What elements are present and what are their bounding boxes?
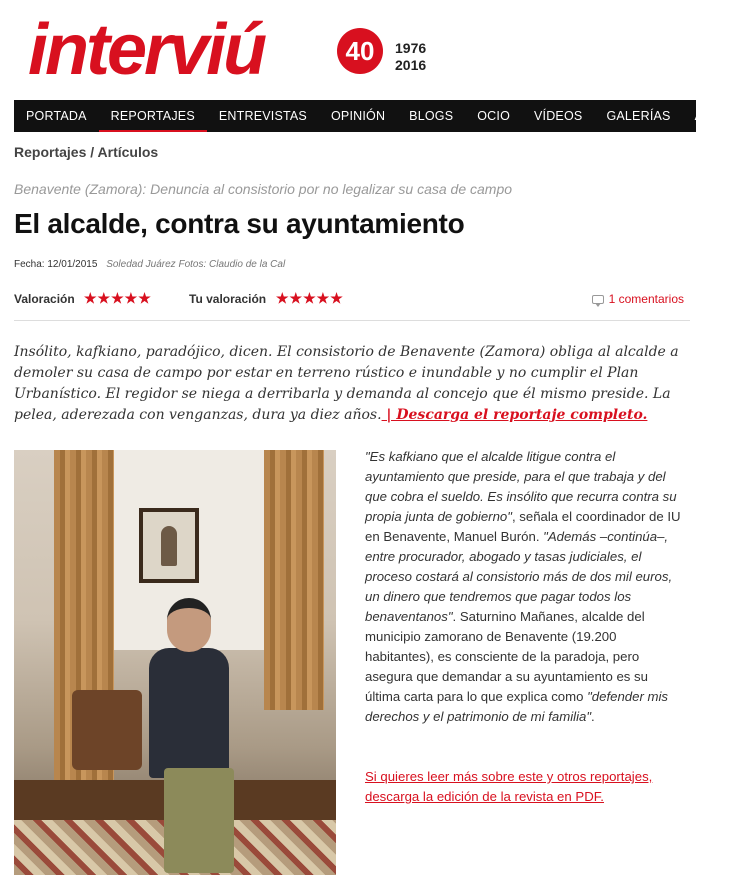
user-rating-label: Tu valoración	[189, 292, 267, 306]
body-text-3: .	[591, 709, 595, 724]
breadcrumb[interactable]: Reportajes / Artículos	[14, 144, 159, 160]
photo-man-head	[167, 598, 211, 652]
lead-text: Insólito, kafkiano, paradójico, dicen. El consistorio de Benavente (Zamora) obliga al alcalde a demoler su casa de campo por estar en terreno rústico e inundable y no cumplir el Plan Urbanístico. El regidor se niega a derribarla y demanda al concejo que él mismo preside. La pelea, aderezada con venganzas, dura ya diez años.	[14, 344, 679, 423]
body-quote-1: "Es kafkiano que el alcalde litigue contra el ayuntamiento que preside, para el que trabaja y del que cobra el sueldo. Es insólito que recurra contra su propia junta de gobierno"	[365, 449, 677, 524]
photo-chair	[72, 690, 142, 770]
comment-icon	[592, 295, 604, 304]
body-text-1: , señala el coordinador de IU en Benavente, Manuel Burón.	[365, 509, 681, 544]
article-lead	[14, 342, 684, 426]
read-more-pdf-link[interactable]: Si quieres leer más sobre este y otros reportajes, descarga la edición de la revista en PDF.	[365, 769, 653, 804]
article-date: Fecha: 12/01/2015	[14, 259, 98, 270]
article-body	[365, 447, 685, 727]
nav-ocio[interactable]: OCIO	[477, 109, 510, 123]
user-rating-stars[interactable]: ★★★★★	[276, 290, 344, 306]
logo-years	[395, 40, 426, 74]
photo-wall-portrait	[139, 508, 199, 583]
logo-year-start: 1976	[395, 40, 427, 56]
nav-videos[interactable]: VÍDEOS	[534, 109, 583, 123]
article-meta	[14, 259, 285, 270]
nav-portada[interactable]: PORTADA	[26, 109, 87, 123]
body-quote-2: "Además –continúa–, entre procurador, abogado y tasas judiciales, el proceso costará al consistorio más de dos mil euros, un dinero que tendremos que pagar todos los benaventanos"	[365, 529, 673, 624]
divider	[14, 320, 690, 321]
nav-entrevistas[interactable]: ENTREVISTAS	[218, 109, 307, 123]
article-photo	[14, 450, 336, 875]
site-header	[0, 0, 696, 100]
photo-curtain-right	[264, 450, 324, 710]
site-logo[interactable]: interviú	[28, 10, 265, 90]
comments-link[interactable]	[592, 292, 684, 306]
nav-areas[interactable]: ÁRE	[694, 109, 721, 123]
nav-opinion[interactable]: OPINIÓN	[330, 109, 386, 123]
anniversary-40-logo	[326, 26, 388, 76]
article-credit: Soledad Juárez Fotos: Claudio de la Cal	[106, 259, 286, 270]
comments-count: 1 comentarios	[608, 292, 684, 306]
nav-reportajes[interactable]: REPORTAJES	[99, 100, 207, 132]
rating-row	[14, 290, 690, 308]
photo-man-legs	[164, 768, 234, 873]
photo-man-body	[149, 648, 229, 778]
rating-label: Valoración	[14, 292, 75, 306]
body-text-2: . Saturnino Mañanes, alcalde del municipio zamorano de Benavente (19.200 habitantes), es consciente de la paradoja, pero asegura que demandar a su ayuntamiento es su última carta para lo que explica como	[365, 609, 648, 704]
nav-galerias[interactable]: GALERÍAS	[606, 109, 671, 123]
svg-text:40: 40	[345, 36, 375, 66]
rating-stars: ★★★★★	[84, 290, 152, 306]
logo-year-end: 2016	[395, 57, 427, 73]
article-subtitle: Benavente (Zamora): Denuncia al consistorio por no legalizar su casa de campo	[14, 181, 513, 197]
main-navigation	[14, 100, 721, 132]
body-quote-3: "defender mis derechos y el patrimonio de mi familia"	[365, 689, 669, 724]
nav-blogs[interactable]: BLOGS	[409, 109, 454, 123]
article-title: El alcalde, contra su ayuntamiento	[14, 208, 465, 239]
download-report-link[interactable]: | Descarga el reportaje completo.	[381, 407, 648, 423]
